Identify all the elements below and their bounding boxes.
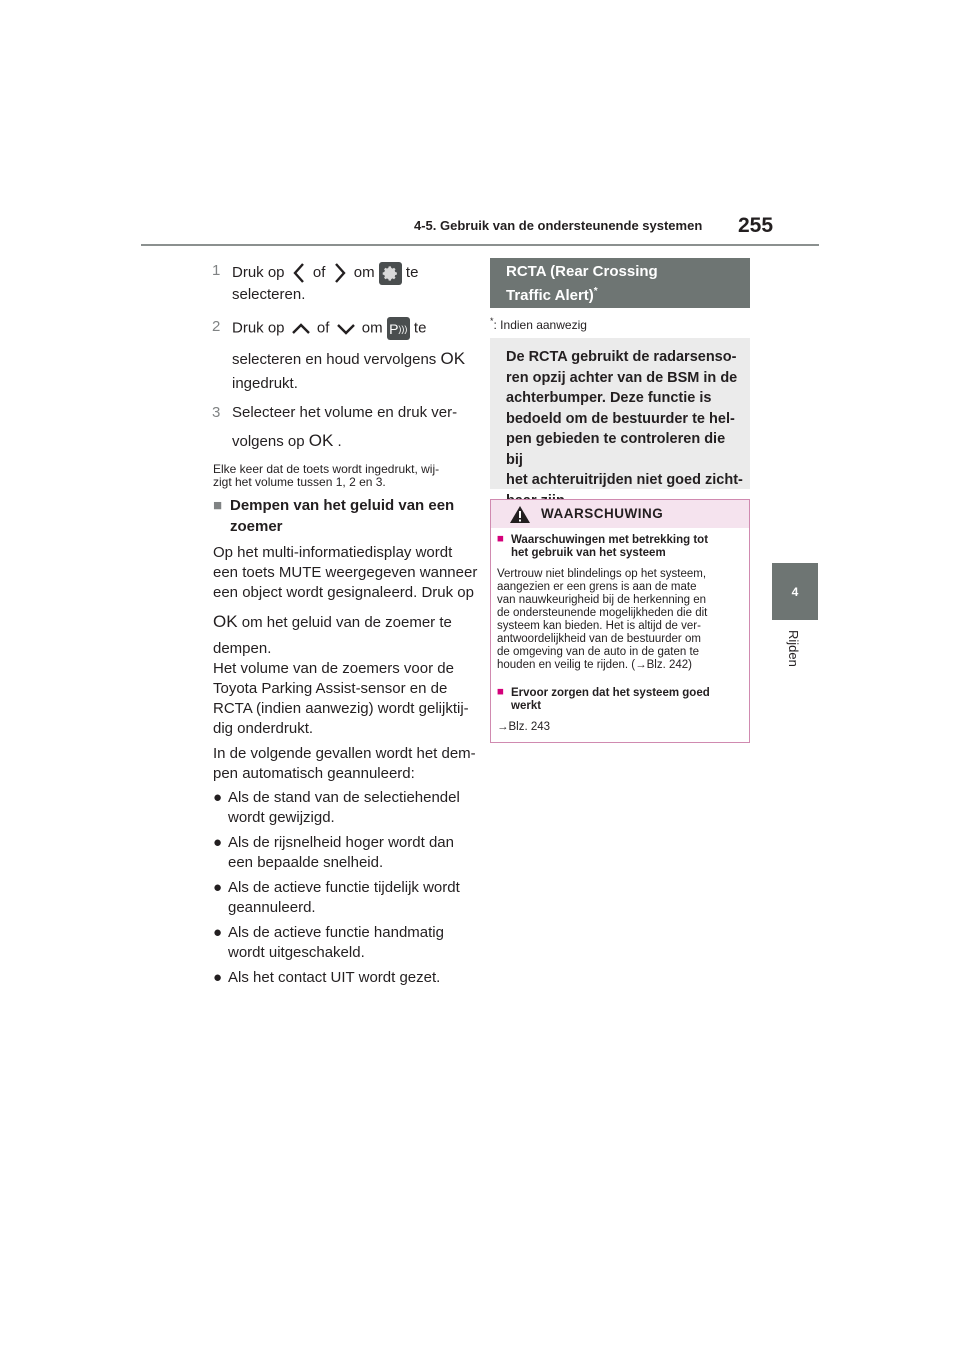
step-text: selecteren. — [232, 286, 306, 303]
warning-heading: het gebruik van het systeem — [511, 547, 666, 559]
bullet-dot-icon: ● — [213, 969, 223, 986]
volume-note — [213, 463, 439, 489]
square-bullet-icon: ■ — [497, 686, 504, 698]
chevron-left-icon — [289, 261, 309, 285]
footnote — [490, 316, 587, 332]
para-line: om het geluid van de zoemer te — [241, 614, 452, 631]
warning-triangle-icon — [509, 505, 531, 524]
chevron-up-icon — [289, 319, 313, 339]
para-line: Op het multi-informatiedisplay wordt — [213, 544, 453, 561]
step-number: 1 — [212, 262, 221, 279]
para-line: RCTA (indien aanwezig) wordt gelijktij- — [213, 700, 469, 717]
title-line: RCTA (Rear Crossing — [506, 263, 658, 280]
step-text: Druk op — [232, 319, 285, 337]
step-text: om — [361, 319, 383, 337]
desc-line: bedoeld om de bestuurder te hel- — [506, 410, 735, 427]
section-title: 4-5. Gebruik van de ondersteunende systemen — [414, 218, 703, 233]
para-line: Toyota Parking Assist-sensor en de — [213, 680, 448, 697]
bullet-line: een bepaalde snelheid. — [228, 854, 384, 871]
warning-line: de omgeving van de auto in de gaten te — [497, 646, 700, 658]
warning-line: van nauwkeurigheid bij de herkenning en — [497, 594, 707, 606]
step-text: om — [353, 263, 375, 281]
bullet-dot-icon: ● — [213, 789, 223, 806]
rcta-description — [506, 347, 746, 511]
step-text: ingedrukt. — [232, 375, 298, 392]
parking-icon-letter: P — [389, 320, 399, 337]
bullet-dot-icon: ● — [213, 879, 223, 896]
desc-line: ren opzij achter van de BSM in de — [506, 369, 738, 386]
warning-label: WAARSCHUWING — [541, 506, 664, 521]
bullet-line: Als de rijsnelheid hoger wordt dan — [228, 834, 454, 851]
warning-heading: werkt — [511, 700, 542, 712]
step-text: Selecteer het volume en druk ver- — [232, 404, 458, 421]
note-line: Elke keer dat de toets wordt ingedrukt, wij- — [213, 462, 440, 476]
para-line: dig onderdrukt. — [213, 720, 314, 737]
step-text: of — [316, 319, 330, 337]
header-rule — [141, 244, 819, 246]
warning-heading: Ervoor zorgen dat het systeem goed — [511, 687, 710, 699]
square-bullet-icon: ■ — [213, 497, 223, 514]
bullet-line: geannuleerd. — [228, 899, 316, 916]
warning-header — [491, 500, 749, 528]
chapter-tab[interactable] — [772, 563, 818, 620]
heading-line: Dempen van het geluid van een — [230, 497, 455, 514]
warning-heading: Waarschuwingen met betrekking tot — [511, 534, 709, 546]
bullet-line: Als de actieve functie tijdelijk wordt — [228, 879, 460, 896]
desc-line: het achteruitrijden niet goed zicht- — [506, 472, 743, 488]
step-text: Druk op — [232, 263, 285, 281]
para-line: dempen. — [213, 640, 272, 657]
para-line: Het volume van de zoemers voor de — [213, 660, 454, 677]
ok-button-icon: OK — [440, 349, 466, 368]
desc-line: De RCTA gebruikt de radarsenso- — [506, 349, 737, 365]
page-reference-link[interactable]: →Blz. 243 — [497, 721, 551, 733]
para-line: een toets MUTE weergegeven wanneer — [213, 564, 478, 581]
warning-line: aangezien er een grens is aan de mate — [497, 581, 697, 593]
bullet-line: Als het contact UIT wordt gezet. — [228, 969, 441, 986]
rcta-title-box — [490, 258, 750, 308]
gear-icon — [379, 262, 402, 285]
bullet-line: wordt uitgeschakeld. — [228, 944, 365, 961]
step-text: te — [413, 319, 427, 337]
cancel-intro — [213, 744, 476, 784]
bullet-dot-icon: ● — [213, 834, 223, 851]
footnote-mark: * — [490, 316, 494, 326]
bullet-line: Als de stand van de selectiehendel — [228, 789, 460, 806]
asterisk: * — [593, 286, 598, 297]
warning-line: antwoordelijkheid van de bestuurder om — [497, 633, 701, 645]
chapter-number: 4 — [791, 584, 799, 599]
square-bullet-icon: ■ — [497, 533, 504, 545]
bullet-line: Als de actieve functie handmatig — [228, 924, 444, 941]
warning-line: Vertrouw niet blindelings op het systeem, — [497, 568, 707, 580]
rcta-title — [506, 262, 658, 306]
ok-button-icon: OK — [308, 431, 334, 450]
note-line: zigt het volume tussen 1, 2 en 3. — [213, 475, 386, 489]
step-text: of — [312, 263, 326, 281]
chevron-right-icon — [330, 261, 350, 285]
step-number: 3 — [212, 404, 221, 421]
rcta-description-box — [490, 338, 750, 489]
step-text: volgens op — [232, 433, 305, 450]
warning-line: houden en veilig te rijden. (→Blz. 242) — [497, 659, 692, 671]
desc-line: pen gebieden te controleren die bij — [506, 431, 726, 468]
step-text: te — [405, 263, 419, 281]
bullet-dot-icon: ● — [213, 924, 223, 941]
ok-button-icon: OK — [213, 612, 238, 631]
chapter-label: Rijden — [786, 630, 801, 667]
step-text: . — [337, 433, 342, 450]
footnote-text: : Indien aanwezig — [493, 318, 587, 332]
warning-line: de ondersteunende mogelijkheden die dit — [497, 607, 708, 619]
bullet-line: wordt gewijzigd. — [228, 809, 335, 826]
desc-line: achterbumper. Deze functie is — [506, 390, 712, 406]
step-number: 2 — [212, 318, 221, 335]
heading-line: zoemer — [230, 518, 283, 535]
para-line: pen automatisch geannuleerd: — [213, 765, 415, 782]
chevron-down-icon — [334, 319, 358, 339]
para-line: een object wordt gesignaleerd. Druk op — [213, 584, 474, 601]
title-line: Traffic Alert) — [506, 287, 594, 304]
step-text: selecteren en houd vervolgens — [232, 351, 437, 368]
parking-sensor-icon: P ))) — [387, 317, 410, 340]
warning-box — [490, 499, 750, 743]
para-line: In de volgende gevallen wordt het dem- — [213, 745, 476, 762]
warning-line: systeem kan bieden. Het is altijd de ver- — [497, 620, 701, 632]
page-number: 255 — [738, 214, 774, 237]
